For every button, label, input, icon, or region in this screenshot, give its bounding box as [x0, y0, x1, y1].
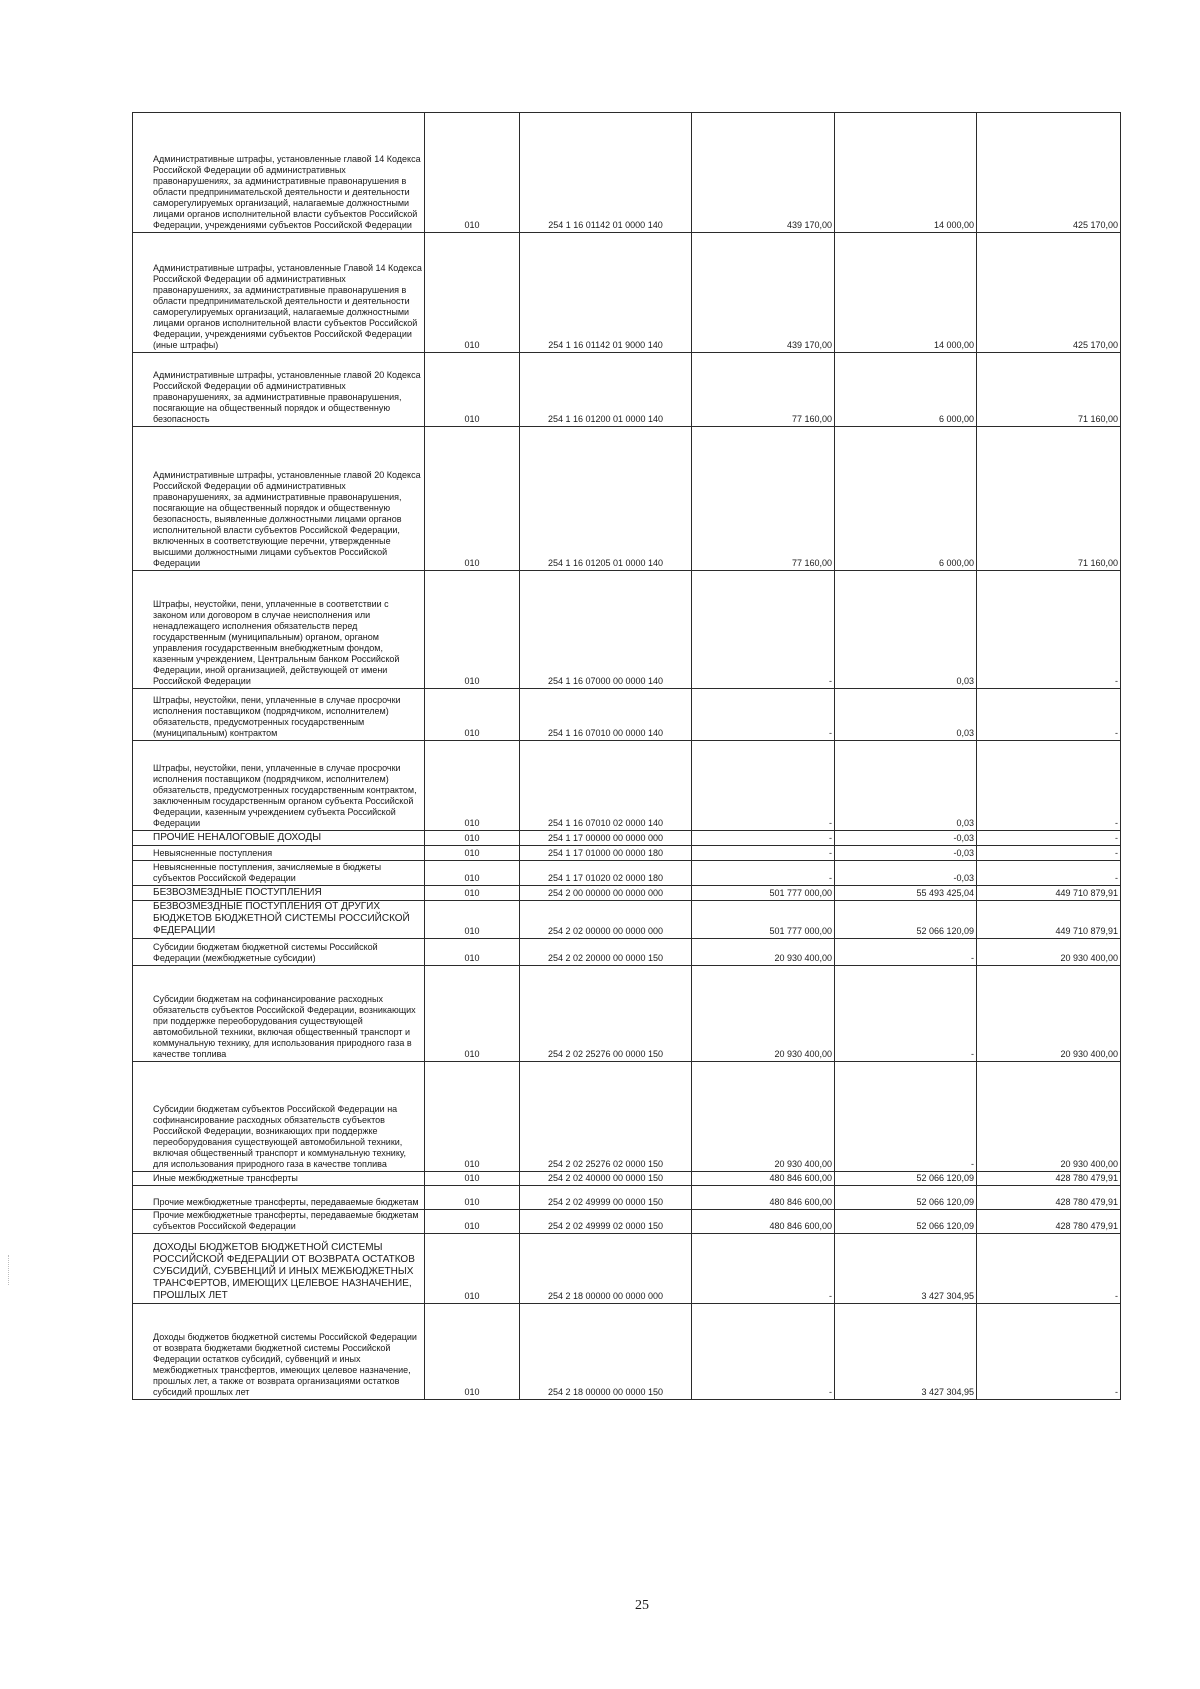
- table-row: [133, 113, 1121, 233]
- row-line-code-cell: 010: [425, 1062, 520, 1172]
- row-approved-amount-cell: 501 777 000,00: [692, 901, 835, 939]
- row-executed-amount-cell: 14 000,00: [835, 233, 977, 353]
- row-executed-amount-cell: 14 000,00: [835, 113, 977, 233]
- row-name-cell: Субсидии бюджетам бюджетной системы Российской Федерации (межбюджетные субсидии): [133, 939, 425, 966]
- row-line-code-cell: 010: [425, 1304, 520, 1400]
- row-budget-code-cell: 254 2 18 00000 00 0000 000: [520, 1234, 692, 1304]
- row-unexecuted-amount-cell: -: [977, 571, 1121, 689]
- row-executed-amount-cell: 52 066 120,09: [835, 901, 977, 939]
- row-approved-amount-cell: 20 930 400,00: [692, 966, 835, 1062]
- row-budget-code-cell: 254 2 02 40000 00 0000 150: [520, 1172, 692, 1186]
- row-unexecuted-amount-cell: 428 780 479,91: [977, 1172, 1121, 1186]
- row-unexecuted-amount-cell: -: [977, 689, 1121, 741]
- row-line-code-cell: 010: [425, 861, 520, 886]
- row-budget-code-cell: 254 2 02 49999 02 0000 150: [520, 1210, 692, 1234]
- row-budget-code-cell: 254 2 02 20000 00 0000 150: [520, 939, 692, 966]
- row-executed-amount-cell: -: [835, 939, 977, 966]
- row-budget-code-cell: 254 1 16 01142 01 9000 140: [520, 233, 692, 353]
- row-budget-code-cell: 254 1 17 01000 00 0000 180: [520, 846, 692, 861]
- row-budget-code-cell: 254 1 16 07010 02 0000 140: [520, 741, 692, 831]
- row-approved-amount-cell: -: [692, 741, 835, 831]
- row-line-code-cell: 010: [425, 939, 520, 966]
- row-unexecuted-amount-cell: 428 780 479,91: [977, 1210, 1121, 1234]
- table-row: [133, 233, 1121, 353]
- row-line-code-cell: 010: [425, 901, 520, 939]
- row-name-cell: Административные штрафы, установленные главой 20 Кодекса Российской Федерации об административных правонарушениях, за административные правонарушения, посягающие на общественный порядок и общественную безопасность, выявленные должностными лицами органов исполнительной власти субъектов Российской Федерации, включенных в соответствующие перечни, утвержденные высшими должностными лицами субъектов Российской Федерации: [133, 427, 425, 571]
- row-line-code-cell: 010: [425, 353, 520, 427]
- revenue-table: [132, 112, 1121, 1400]
- row-executed-amount-cell: -0,03: [835, 846, 977, 861]
- row-name-cell: Штрафы, неустойки, пени, уплаченные в случае просрочки исполнения поставщиком (подрядчиком, исполнителем) обязательств, предусмотренных государственным (муниципальным) контрактом: [133, 689, 425, 741]
- row-line-code-cell: 010: [425, 1186, 520, 1210]
- table-row: [133, 966, 1121, 1062]
- row-executed-amount-cell: 52 066 120,09: [835, 1186, 977, 1210]
- row-unexecuted-amount-cell: 425 170,00: [977, 233, 1121, 353]
- row-executed-amount-cell: 3 427 304,95: [835, 1234, 977, 1304]
- table-row: [133, 427, 1121, 571]
- row-line-code-cell: 010: [425, 886, 520, 901]
- row-executed-amount-cell: -: [835, 1062, 977, 1172]
- row-name-cell: Доходы бюджетов бюджетной системы Российской Федерации от возврата бюджетами бюджетной системы Российской Федерации остатков субсидий, субвенций и иных межбюджетных трансфертов, имеющих целевое назначение, прошлых лет, а также от возврата организациями остатков субсидий прошлых лет: [133, 1304, 425, 1400]
- row-line-code-cell: 010: [425, 1210, 520, 1234]
- row-unexecuted-amount-cell: 449 710 879,91: [977, 901, 1121, 939]
- row-name-cell: Субсидии бюджетам субъектов Российской Федерации на софинансирование расходных обязательств субъектов Российской Федерации, возникающих при поддержке переоборудования существующей автомобильной техники, включая общественный транспорт и коммунальную технику, для использования природного газа в качестве топлива: [133, 1062, 425, 1172]
- row-unexecuted-amount-cell: 20 930 400,00: [977, 966, 1121, 1062]
- page-number: 25: [635, 1598, 649, 1613]
- row-line-code-cell: 010: [425, 427, 520, 571]
- row-name-cell: Невыясненные поступления: [133, 846, 425, 861]
- row-budget-code-cell: 254 2 18 00000 00 0000 150: [520, 1304, 692, 1400]
- row-approved-amount-cell: 439 170,00: [692, 233, 835, 353]
- row-approved-amount-cell: 480 846 600,00: [692, 1186, 835, 1210]
- row-name-cell: Иные межбюджетные трансферты: [133, 1172, 425, 1186]
- row-unexecuted-amount-cell: -: [977, 1234, 1121, 1304]
- row-name-cell: Прочие межбюджетные трансферты, передаваемые бюджетам субъектов Российской Федерации: [133, 1210, 425, 1234]
- row-approved-amount-cell: 439 170,00: [692, 113, 835, 233]
- row-unexecuted-amount-cell: -: [977, 861, 1121, 886]
- row-approved-amount-cell: -: [692, 831, 835, 846]
- row-budget-code-cell: 254 1 17 01020 02 0000 180: [520, 861, 692, 886]
- row-unexecuted-amount-cell: -: [977, 741, 1121, 831]
- table-row: [133, 1304, 1121, 1400]
- row-budget-code-cell: 254 1 16 01142 01 0000 140: [520, 113, 692, 233]
- row-unexecuted-amount-cell: 20 930 400,00: [977, 1062, 1121, 1172]
- row-name-cell: Субсидии бюджетам на софинансирование расходных обязательств субъектов Российской Федерации, возникающих при поддержке переоборудования существующей автомобильной техники, включая общественный транспорт и коммунальную технику, для использования природного газа в качестве топлива: [133, 966, 425, 1062]
- row-approved-amount-cell: -: [692, 689, 835, 741]
- row-name-cell: Прочие межбюджетные трансферты, передаваемые бюджетам: [133, 1186, 425, 1210]
- row-approved-amount-cell: -: [692, 571, 835, 689]
- row-unexecuted-amount-cell: 71 160,00: [977, 353, 1121, 427]
- row-line-code-cell: 010: [425, 571, 520, 689]
- row-unexecuted-amount-cell: 428 780 479,91: [977, 1186, 1121, 1210]
- row-name-cell: ДОХОДЫ БЮДЖЕТОВ БЮДЖЕТНОЙ СИСТЕМЫ РОССИЙСКОЙ ФЕДЕРАЦИИ ОТ ВОЗВРАТА ОСТАТКОВ СУБСИДИЙ, СУБВЕНЦИЙ И ИНЫХ МЕЖБЮДЖЕТНЫХ ТРАНСФЕРТОВ, ИМЕЮЩИХ ЦЕЛЕВОЕ НАЗНАЧЕНИЕ, ПРОШЛЫХ ЛЕТ: [133, 1234, 425, 1304]
- row-line-code-cell: 010: [425, 966, 520, 1062]
- row-budget-code-cell: 254 1 17 00000 00 0000 000: [520, 831, 692, 846]
- row-name-cell: Административные штрафы, установленные главой 14 Кодекса Российской Федерации об административных правонарушениях, за административные правонарушения в области предпринимательской деятельности и деятельности саморегулируемых организаций, налагаемые должностными лицами органов исполнительной власти субъектов Российской Федерации, учреждениями субъектов Российской Федерации: [133, 113, 425, 233]
- row-approved-amount-cell: -: [692, 846, 835, 861]
- row-executed-amount-cell: -0,03: [835, 831, 977, 846]
- table-row: [133, 1062, 1121, 1172]
- row-budget-code-cell: 254 2 02 49999 00 0000 150: [520, 1186, 692, 1210]
- row-executed-amount-cell: -: [835, 966, 977, 1062]
- table-row: [133, 831, 1121, 846]
- table-row: [133, 846, 1121, 861]
- row-budget-code-cell: 254 2 02 00000 00 0000 000: [520, 901, 692, 939]
- row-executed-amount-cell: 6 000,00: [835, 427, 977, 571]
- table-row: [133, 741, 1121, 831]
- row-approved-amount-cell: 77 160,00: [692, 427, 835, 571]
- row-approved-amount-cell: 20 930 400,00: [692, 1062, 835, 1172]
- row-executed-amount-cell: 52 066 120,09: [835, 1210, 977, 1234]
- row-approved-amount-cell: -: [692, 1304, 835, 1400]
- row-name-cell: Штрафы, неустойки, пени, уплаченные в соответствии с законом или договором в случае неисполнения или ненадлежащего исполнения обязательств перед государственным (муниципальным) органом, органом управления государственным внебюджетным фондом, казенным учреждением, Центральным банком Российской Федерации, иной организацией, действующей от имени Российской Федерации: [133, 571, 425, 689]
- row-executed-amount-cell: 6 000,00: [835, 353, 977, 427]
- row-line-code-cell: 010: [425, 741, 520, 831]
- table-row: [133, 689, 1121, 741]
- table-row: [133, 901, 1121, 939]
- row-line-code-cell: 010: [425, 1172, 520, 1186]
- row-approved-amount-cell: 77 160,00: [692, 353, 835, 427]
- row-unexecuted-amount-cell: -: [977, 1304, 1121, 1400]
- row-unexecuted-amount-cell: 425 170,00: [977, 113, 1121, 233]
- row-approved-amount-cell: -: [692, 1234, 835, 1304]
- row-approved-amount-cell: 20 930 400,00: [692, 939, 835, 966]
- row-name-cell: БЕЗВОЗМЕЗДНЫЕ ПОСТУПЛЕНИЯ: [133, 886, 425, 901]
- row-budget-code-cell: 254 2 02 25276 02 0000 150: [520, 1062, 692, 1172]
- table-row: [133, 571, 1121, 689]
- row-name-cell: Невыясненные поступления, зачисляемые в бюджеты субъектов Российской Федерации: [133, 861, 425, 886]
- row-unexecuted-amount-cell: -: [977, 846, 1121, 861]
- row-executed-amount-cell: 52 066 120,09: [835, 1172, 977, 1186]
- table-row: [133, 1172, 1121, 1186]
- row-budget-code-cell: 254 1 16 07010 00 0000 140: [520, 689, 692, 741]
- table-row: [133, 1210, 1121, 1234]
- revenue-table-body: [133, 113, 1121, 1400]
- row-executed-amount-cell: 3 427 304,95: [835, 1304, 977, 1400]
- table-row: [133, 861, 1121, 886]
- scan-artifact: [8, 1255, 11, 1285]
- row-unexecuted-amount-cell: 449 710 879,91: [977, 886, 1121, 901]
- row-line-code-cell: 010: [425, 846, 520, 861]
- row-executed-amount-cell: 55 493 425,04: [835, 886, 977, 901]
- row-line-code-cell: 010: [425, 1234, 520, 1304]
- row-line-code-cell: 010: [425, 233, 520, 353]
- row-unexecuted-amount-cell: 20 930 400,00: [977, 939, 1121, 966]
- row-line-code-cell: 010: [425, 831, 520, 846]
- row-unexecuted-amount-cell: 71 160,00: [977, 427, 1121, 571]
- row-name-cell: Штрафы, неустойки, пени, уплаченные в случае просрочки исполнения поставщиком (подрядчиком, исполнителем) обязательств, предусмотренных государственным контрактом, заключенным государственным органом субъекта Российской Федерации, казенным учреждением субъекта Российской Федерации: [133, 741, 425, 831]
- row-unexecuted-amount-cell: -: [977, 831, 1121, 846]
- row-approved-amount-cell: 480 846 600,00: [692, 1172, 835, 1186]
- row-line-code-cell: 010: [425, 689, 520, 741]
- row-executed-amount-cell: -0,03: [835, 861, 977, 886]
- row-line-code-cell: 010: [425, 113, 520, 233]
- table-row: [133, 886, 1121, 901]
- row-name-cell: Административные штрафы, установленные главой 20 Кодекса Российской Федерации об административных правонарушениях, за административные правонарушения, посягающие на общественный порядок и общественную безопасность: [133, 353, 425, 427]
- row-approved-amount-cell: -: [692, 861, 835, 886]
- row-budget-code-cell: 254 2 02 25276 00 0000 150: [520, 966, 692, 1062]
- row-budget-code-cell: 254 1 16 01205 01 0000 140: [520, 427, 692, 571]
- table-row: [133, 1186, 1121, 1210]
- row-name-cell: БЕЗВОЗМЕЗДНЫЕ ПОСТУПЛЕНИЯ ОТ ДРУГИХ БЮДЖЕТОВ БЮДЖЕТНОЙ СИСТЕМЫ РОССИЙСКОЙ ФЕДЕРАЦИИ: [133, 901, 425, 939]
- table-row: [133, 939, 1121, 966]
- table-row: [133, 353, 1121, 427]
- row-budget-code-cell: 254 1 16 07000 00 0000 140: [520, 571, 692, 689]
- table-row: [133, 1234, 1121, 1304]
- row-budget-code-cell: 254 2 00 00000 00 0000 000: [520, 886, 692, 901]
- row-executed-amount-cell: 0,03: [835, 689, 977, 741]
- row-executed-amount-cell: 0,03: [835, 571, 977, 689]
- row-name-cell: ПРОЧИЕ НЕНАЛОГОВЫЕ ДОХОДЫ: [133, 831, 425, 846]
- row-approved-amount-cell: 480 846 600,00: [692, 1210, 835, 1234]
- row-approved-amount-cell: 501 777 000,00: [692, 886, 835, 901]
- row-executed-amount-cell: 0,03: [835, 741, 977, 831]
- row-name-cell: Административные штрафы, установленные Главой 14 Кодекса Российской Федерации об административных правонарушениях, за административные правонарушения в области предпринимательской деятельности и деятельности саморегулируемых организаций, налагаемые должностными лицами органов исполнительной власти субъектов Российской Федерации, учреждениями субъектов Российской Федерации (иные штрафы): [133, 233, 425, 353]
- row-budget-code-cell: 254 1 16 01200 01 0000 140: [520, 353, 692, 427]
